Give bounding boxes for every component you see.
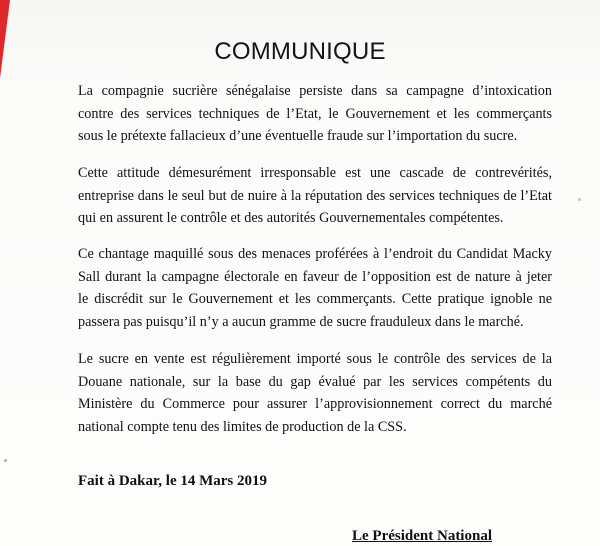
- paragraph-3: [78, 243, 552, 333]
- paragraph-line: contre des services techniques de l’Etat, le Gouvernement et les commerçants: [78, 105, 552, 122]
- paragraph-line: Douane nationale, sur la base du gap évalué par les services compétents du: [78, 373, 552, 390]
- paragraph-line: Ministère du Commerce pour assurer l’approvisionnement correct du marché: [78, 396, 552, 412]
- paragraph-2: [78, 162, 552, 230]
- paragraph-line: Sall durant la campagne électorale en faveur de l’opposition est de nature à jeter: [78, 268, 552, 285]
- paragraph-line: Ce chantage maquillé sous des menaces proférées à l’endroit du Candidat Macky: [78, 246, 552, 262]
- paragraph-4: [78, 348, 552, 438]
- document-title: COMMUNIQUE: [214, 38, 386, 65]
- paragraph-line: Le sucre en vente est régulièrement importé sous le contrôle des services de la: [78, 351, 552, 367]
- paragraph-line: national compte tenu des limites de production de la CSS.: [78, 418, 407, 435]
- paragraph-line: le discrédit sur le Gouvernement et les commerçants. Cette pratique ignoble ne: [78, 291, 552, 307]
- paragraph-line: entreprise dans le seul but de nuire à la réputation des services techniques de l’Etat: [78, 187, 552, 204]
- paragraph-line: qui en assurent le contrôle et des autorités Gouvernementales compétentes.: [78, 210, 504, 226]
- paragraph-line: passera pas puisqu’il n’y a aucun gramme de sucre frauduleux dans le marché.: [78, 313, 524, 330]
- paragraph-1: [78, 80, 552, 148]
- scan-speck: [578, 198, 581, 201]
- signatory-title: Le Président National: [352, 528, 492, 544]
- signoff-date: Fait à Dakar, le 14 Mars 2019: [78, 473, 268, 489]
- paragraph-line: La compagnie sucrière sénégalaise persiste dans sa campagne d’intoxication: [78, 83, 552, 99]
- paragraph-line: sous le prétexte fallacieux d’une éventuelle fraude sur l’importation du sucre.: [78, 128, 518, 144]
- paragraph-line: Cette attitude démesurément irresponsable est une cascade de contrevérités,: [78, 165, 552, 181]
- scan-speck: [4, 459, 7, 462]
